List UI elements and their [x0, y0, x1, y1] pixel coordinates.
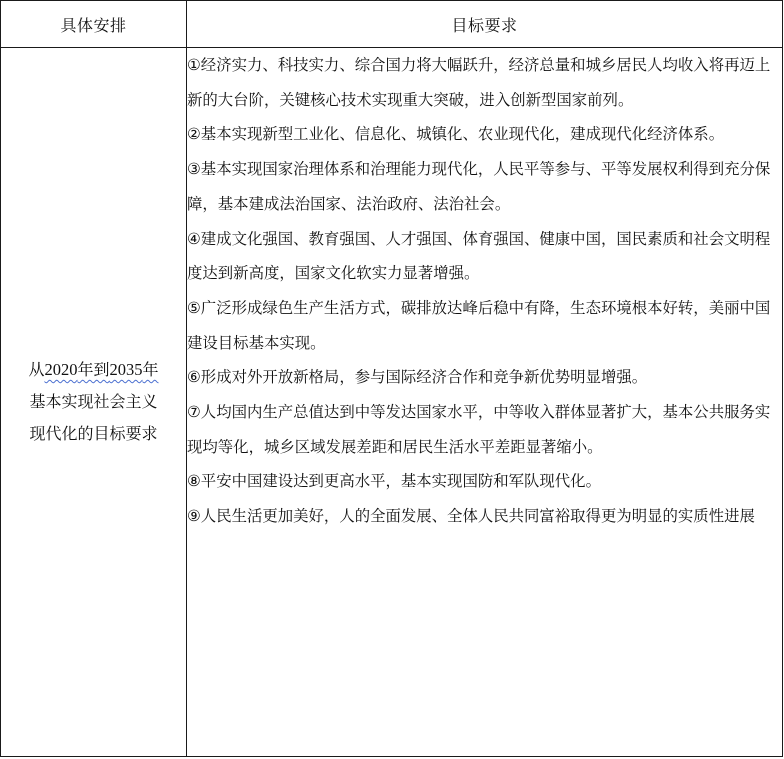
goal-item-8: ⑧平安中国建设达到更高水平，基本实现国防和军队现代化。: [187, 472, 601, 491]
goals-cell: [187, 48, 783, 757]
goal-item-1: ①经济实力、科技实力、综合国力将大幅跃升，经济总量和城乡居民人均收入将再迈上新的大台阶，关键核心技术实现重大突破，进入创新型国家前列。: [187, 56, 771, 109]
period-prefix: 从: [28, 360, 45, 379]
goal-item-3: ③基本实现国家治理体系和治理能力现代化，人民平等参与、平等发展权利得到充分保障，基本建成法治国家、法治政府、法治社会。: [187, 160, 771, 213]
period-line-1: [1, 354, 186, 386]
goal-item-6: ⑥形成对外开放新格局，参与国际经济合作和竞争新优势明显增强。: [187, 368, 648, 387]
period-line-3: 现代化的目标要求: [29, 424, 158, 443]
period-range: [44, 360, 158, 379]
table-header-row: [1, 1, 783, 48]
period-cell: [1, 48, 187, 757]
table-row: [1, 48, 783, 757]
header-goals: 目标要求: [187, 1, 783, 48]
period-line-2: 基本实现社会主义: [29, 392, 158, 411]
goal-item-4: ④建成文化强国、教育强国、人才强国、体育强国、健康中国，国民素质和社会文明程度达到新高度，国家文化软实力显著增强。: [187, 229, 771, 283]
year-end: 2035: [109, 360, 143, 379]
goal-item-2: ②基本实现新型工业化、信息化、城镇化、农业现代化，建成现代化经济体系。: [187, 125, 725, 144]
period-suffix: 年: [142, 360, 159, 379]
period-mid: 年到: [77, 360, 110, 379]
goal-item-5: ⑤广泛形成绿色生产生活方式，碳排放达峰后稳中有降，生态环境根本好转，美丽中国建设目标基本实现。: [187, 298, 771, 352]
goal-item-9: ⑨人民生活更加美好，人的全面发展、全体人民共同富裕取得更为明显的实质性进展: [187, 507, 755, 526]
year-start: 2020: [44, 360, 78, 379]
goal-item-7: ⑦人均国内生产总值达到中等发达国家水平，中等收入群体显著扩大，基本公共服务实现均等化，城乡区域发展差距和居民生活水平差距显著缩小。: [187, 403, 771, 456]
header-arrangement: 具体安排: [1, 1, 187, 48]
